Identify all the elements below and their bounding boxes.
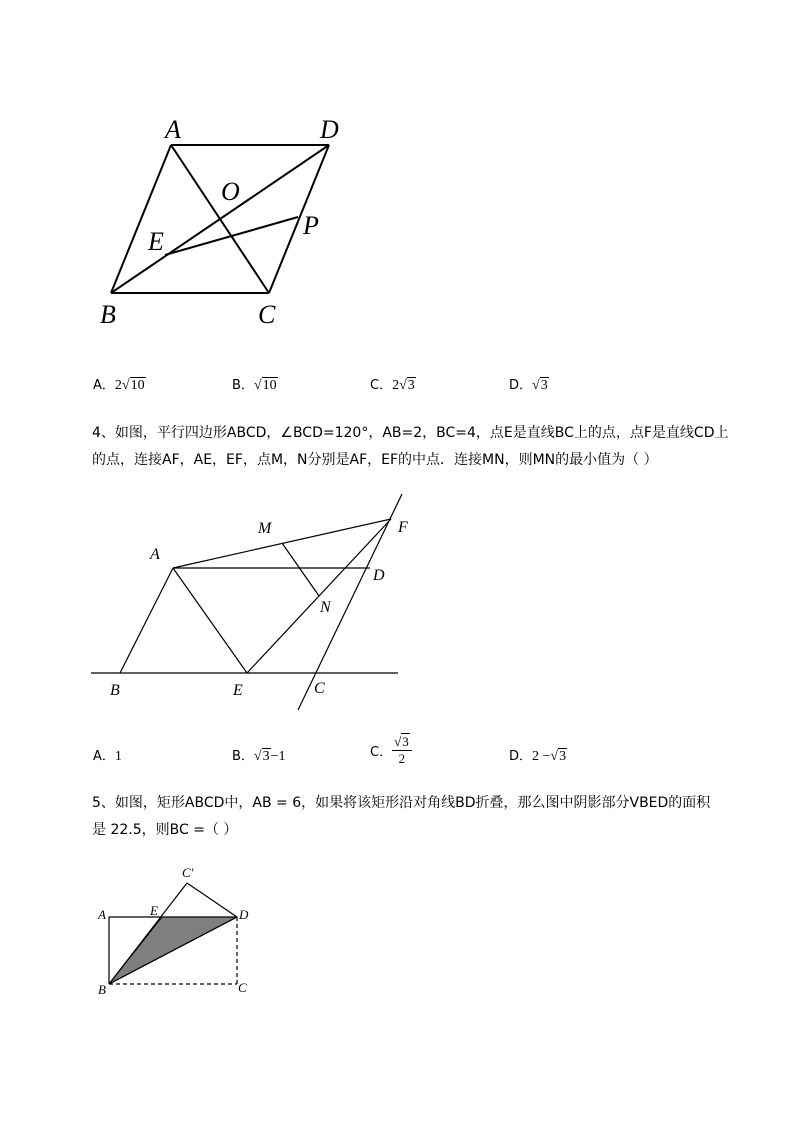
q5-text-line1: 5、如图，矩形ABCD中，AB = 6，如果将该矩形沿对角线BD折叠，那么图中阴影部分VBED的面积 xyxy=(92,795,711,811)
edge-BA xyxy=(111,145,171,293)
label-C: C xyxy=(238,980,247,995)
label-A: A xyxy=(150,546,160,563)
q3-option-c[interactable]: C．2√3 xyxy=(370,378,415,393)
label-B: B xyxy=(98,982,106,997)
label-B: B xyxy=(110,682,120,699)
label-C: C xyxy=(258,300,276,329)
label-C: C xyxy=(314,680,325,697)
q3-figure xyxy=(95,110,355,335)
q5-question-text xyxy=(92,790,742,844)
q3-option-b[interactable]: B．√10 xyxy=(232,378,277,393)
label-N: N xyxy=(320,599,331,616)
segment-MN xyxy=(282,543,319,596)
label-E: E xyxy=(233,682,243,699)
folded-edge-C-prime-D xyxy=(187,883,237,917)
label-O: O xyxy=(221,177,240,206)
label-A: A xyxy=(98,907,106,922)
q3-option-d[interactable]: D．√3 xyxy=(509,378,548,393)
q4-question-text xyxy=(92,420,742,474)
q4-option-b[interactable]: B．√3−1 xyxy=(232,749,286,764)
label-A: A xyxy=(165,115,181,144)
edge-DC xyxy=(269,145,329,293)
q4-text-line1: 4、如图，平行四边形ABCD，∠BCD=120°，AB=2，BC=4，点E是直线BC上的点，点F是直线CD上 xyxy=(92,425,729,441)
label-C-prime: C′ xyxy=(182,865,194,880)
q4-figure xyxy=(88,488,418,716)
q5-text-line2: 是 22.5，则BC =（ ） xyxy=(92,822,238,838)
label-D: D xyxy=(239,907,249,922)
label-B: B xyxy=(100,300,116,329)
q3-option-a[interactable]: A．2√10 xyxy=(93,378,145,393)
q4-option-a[interactable]: A．1 xyxy=(93,749,122,764)
segment-EP xyxy=(165,217,298,255)
label-D: D xyxy=(373,567,385,584)
diagonal-BD xyxy=(111,145,329,293)
label-E: E xyxy=(148,227,164,256)
q5-figure xyxy=(95,862,260,1002)
q4-option-d[interactable]: D．2 −√3 xyxy=(509,749,567,764)
edge-AB xyxy=(120,568,173,673)
label-P: P xyxy=(303,211,319,240)
q4-text-line2: 的点，连接AF，AE，EF，点M，N分别是AF，EF的中点．连接MN，则MN的最小值为（ ） xyxy=(92,452,658,468)
label-M: M xyxy=(258,520,272,537)
label-F: F xyxy=(398,519,408,536)
label-E: E xyxy=(150,903,158,918)
q4-option-c[interactable]: C． $\frac{√3}{2}$ xyxy=(370,734,412,767)
segment-AE xyxy=(173,568,247,673)
label-D: D xyxy=(320,115,339,144)
